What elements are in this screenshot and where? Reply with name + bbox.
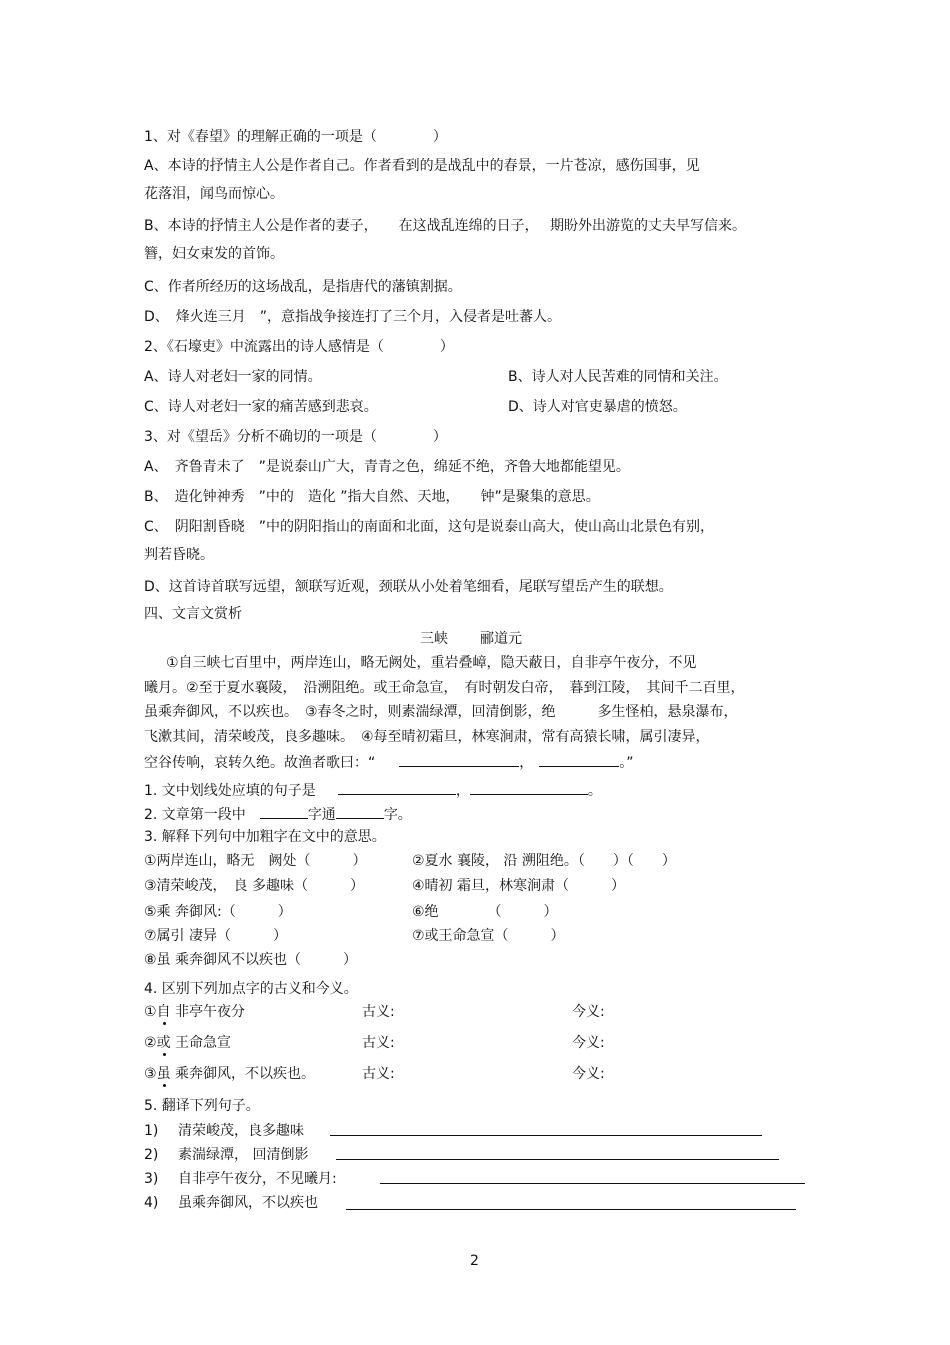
exercise-4-stem: 4. 区别下列加点字的古义和今义。 [144, 981, 358, 997]
exercise-2 [144, 804, 412, 824]
section-heading: 四、文言文赏析 [144, 606, 242, 622]
song-blank-1[interactable] [399, 752, 519, 767]
exercise-4-row-2 [144, 1034, 231, 1052]
exercise-1-end: 。 [587, 783, 602, 799]
translation-4-number: 4) [144, 1195, 159, 1211]
exercise-4-row-3 [144, 1065, 315, 1083]
passage-line-5-text: 空谷传响，哀转久绝。故渔者歌曰：“ [144, 755, 376, 771]
exercise-2-end: 字。 [383, 807, 412, 823]
passage-title: 三峡 [420, 631, 448, 647]
exercise-1-sep: ， [455, 783, 470, 799]
exercise-4-row-3-gu-label: 古义: [362, 1066, 395, 1082]
q1-stem: 1、对《春望》的理解正确的一项是（ ） [144, 129, 447, 145]
exercise-2-mid: 字通 [307, 807, 336, 823]
passage-author: 郦道元 [480, 631, 522, 647]
row-1-text: 非亭午夜分 [170, 1004, 246, 1020]
exercise-4-row-2-gu-label: 古义: [362, 1035, 395, 1051]
song-blank-2[interactable] [539, 752, 619, 767]
q3-option-d: D、这首诗首联写远望，颔联写近观，颈联从小处着笔细看，尾联写望岳产生的联想。 [144, 579, 673, 595]
q3-stem: 3、对《望岳》分析不确切的一项是（ ） [144, 429, 447, 445]
row-3-dotted-char: 虽 [156, 1066, 171, 1082]
row-1-dotted-char: 自 [156, 1004, 171, 1020]
passage-line-5-end: 。” [619, 755, 634, 771]
exercise-4-row-1-gu-label: 古义: [362, 1004, 395, 1020]
q3-option-b: B、 造化钟神秀 ”中的 造化 ”指大自然、天地， 钟”是聚集的意思。 [144, 489, 600, 505]
page-number: 2 [470, 1253, 479, 1269]
passage-line-3: 虽乘奔御风，不以疾也。 ③春冬之时，则素湍绿潭，回清倒影，绝 多生怪柏，悬泉瀑布， [144, 704, 738, 720]
exercise-2-blank-2[interactable] [336, 804, 384, 819]
passage-line-4: 飞漱其间，清荣峻茂，良多趣味。 ④每至晴初霜旦，林寒涧肃，常有高猿长啸，属引凄异， [144, 729, 710, 745]
translation-1-text: 清荣峻茂，良多趣味 [178, 1123, 304, 1139]
exercise-4-row-1-jin-label: 今义: [572, 1004, 605, 1020]
translation-1-answer-line[interactable] [330, 1135, 762, 1136]
passage-line-5 [144, 752, 634, 772]
passage-line-1: ①自三峡七百里中，两岸连山，略无阙处，重岩叠嶂，隐天蔽日，自非亭午夜分，不见 [166, 655, 697, 671]
q2-option-d: D、诗人对官吏暴虐的愤怒。 [508, 399, 687, 415]
q2-option-c: C、诗人对老妇一家的痛苦感到悲哀。 [144, 399, 378, 415]
exercise-2-blank-1[interactable] [260, 804, 308, 819]
q2-option-a: A、诗人对老妇一家的同情。 [144, 369, 322, 385]
exercise-3-item-5: ⑤乘 奔御风:（ ） [144, 904, 292, 920]
exercise-4-row-2-jin-label: 今义: [572, 1035, 605, 1051]
row-1-number: ① [144, 1004, 157, 1020]
exercise-3-item-3: ③清荣峻茂， 良 多趣味（ ） [144, 878, 365, 894]
exercise-1-text: 1. 文中划线处应填的句子是 [144, 783, 316, 799]
q1-option-d: D、 烽火连三月 ”，意指战争接连打了三个月，入侵者是吐蕃人。 [144, 309, 562, 325]
q1-option-a-line1: A、本诗的抒情主人公是作者自己。作者看到的是战乱中的春景，一片苍凉，感伤国事，见 [144, 158, 700, 174]
exercise-3-item-2: ②夏水 襄陵， 沿 溯阻绝。（ ）（ ） [412, 853, 676, 869]
q3-option-c-line2: 判若昏晓。 [144, 547, 214, 563]
q2-stem: 2、《石壕吏》中流露出的诗人感情是（ ） [144, 339, 454, 355]
q1-option-b-line2: 簪，妇女束发的首饰。 [144, 246, 284, 262]
q1-option-c: C、作者所经历的这场战乱，是指唐代的藩镇割据。 [144, 279, 462, 295]
exercise-4-row-1 [144, 1003, 245, 1021]
exercise-3-item-6: ⑥绝 （ ） [412, 904, 558, 920]
translation-4-answer-line[interactable] [346, 1209, 796, 1210]
exercise-3-item-8: ⑧虽 乘奔御风不以疾也（ ） [144, 952, 358, 968]
passage-line-2: 曦月。②至于夏水襄陵， 沿溯阻绝。或王命急宣， 有时朝发白帝， 暮到江陵， 其间千二百里， [144, 680, 745, 696]
exercise-3-item-4: ④晴初 霜旦，林寒涧肃（ ） [412, 878, 626, 894]
exercise-2-text: 2. 文章第一段中 [144, 807, 246, 823]
q3-option-a: A、 齐鲁青未了 ”是说泰山广大，青青之色，绵延不绝，齐鲁大地都能望见。 [144, 459, 630, 475]
row-3-number: ③ [144, 1066, 157, 1082]
translation-4-text: 虽乘奔御风，不以疾也 [178, 1195, 318, 1211]
exercise-3-item-1: ①两岸连山，略无 阙处（ ） [144, 853, 367, 869]
exercise-1-blank-1[interactable] [338, 780, 456, 795]
translation-2-number: 2) [144, 1147, 159, 1163]
exercise-3-item-7: ⑦属引 凄异（ ） [144, 928, 288, 944]
exercise-3-stem: 3. 解释下列句中加粗字在文中的意思。 [144, 829, 386, 845]
row-2-dotted-char: 或 [156, 1035, 171, 1051]
translation-2-answer-line[interactable] [336, 1159, 779, 1160]
q3-option-c-line1: C、 阴阳割昏晓 ”中的阴阳指山的南面和北面，这句是说泰山高大，使山高山北景色有别， [144, 519, 715, 535]
row-2-text: 王命急宣 [170, 1035, 232, 1051]
exercise-4-row-3-jin-label: 今义: [572, 1066, 605, 1082]
exercise-5-stem: 5. 翻译下列句子。 [144, 1098, 260, 1114]
translation-3-text: 自非亭午夜分，不见曦月: [178, 1171, 337, 1187]
exercise-1 [144, 780, 602, 800]
translation-2-text: 素湍绿潭， 回清倒影 [178, 1147, 309, 1163]
translation-1-number: 1) [144, 1123, 159, 1139]
translation-3-number: 3) [144, 1171, 159, 1187]
exercise-3-item-7b: ⑦或王命急宣（ ） [412, 928, 565, 944]
q2-option-b: B、诗人对人民苦难的同情和关注。 [508, 369, 728, 385]
passage-line-5-sep: ， [519, 755, 534, 771]
q1-option-a-line2: 花落泪，闻鸟而惊心。 [144, 186, 284, 202]
translation-3-answer-line[interactable] [380, 1183, 805, 1184]
row-3-text: 乘奔御风，不以疾也。 [170, 1066, 316, 1082]
exercise-1-blank-2[interactable] [470, 780, 588, 795]
row-2-number: ② [144, 1035, 157, 1051]
q1-option-b-line1: B、本诗的抒情主人公是作者的妻子， 在这战乱连绵的日子， 期盼外出游览的丈夫早写信来。 [144, 218, 747, 234]
